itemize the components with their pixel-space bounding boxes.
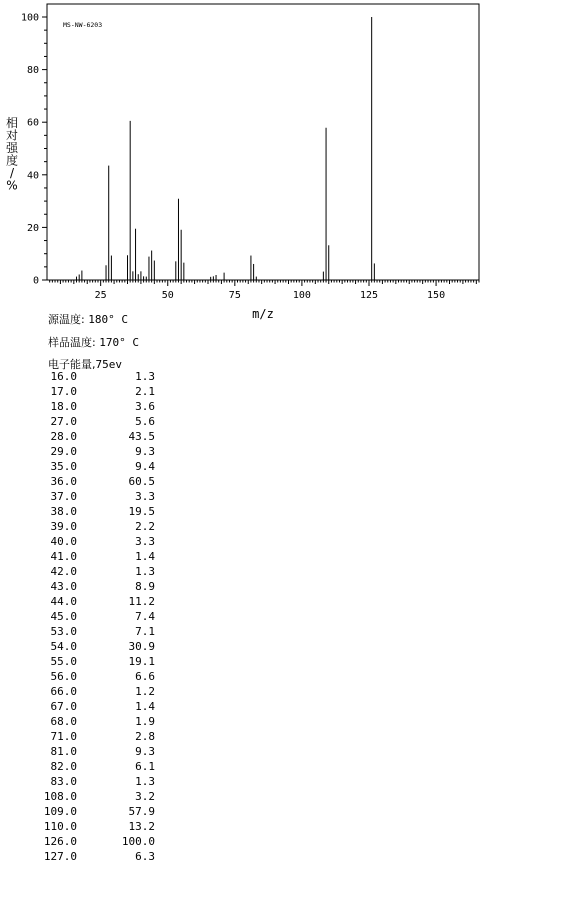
x-tick-label: 75 (228, 290, 241, 301)
table-row (37, 729, 155, 744)
abundance-value: 60.5 (128, 475, 155, 488)
table-row (37, 369, 155, 384)
abundance-value: 9.4 (135, 460, 155, 473)
y-tick-label: 20 (26, 222, 39, 234)
abundance-value: 8.9 (135, 580, 155, 593)
mz-value: 109.0 (43, 805, 77, 818)
mz-value: 37.0 (50, 490, 77, 503)
y-axis-label-char: 对 (5, 128, 19, 143)
mz-value: 41.0 (50, 550, 77, 563)
table-row (37, 789, 155, 804)
table-row (37, 654, 155, 669)
y-axis (21, 13, 47, 287)
mz-value: 18.0 (50, 400, 77, 413)
mz-value: 82.0 (50, 760, 77, 773)
table-row (37, 519, 155, 534)
mz-value: 66.0 (50, 685, 77, 698)
abundance-value: 6.6 (135, 670, 155, 683)
table-row (37, 459, 155, 474)
electron-energy-label: 电子能量, (48, 358, 96, 371)
mz-value: 36.0 (50, 475, 77, 488)
abundance-value: 3.6 (135, 400, 155, 413)
x-tick-label: 25 (94, 290, 107, 301)
y-axis-label-char: 相 (5, 116, 19, 130)
mz-value: 56.0 (50, 670, 77, 683)
mz-value: 38.0 (50, 505, 77, 518)
source-temperature-label: 源温度: (48, 313, 85, 326)
mz-value: 42.0 (50, 565, 77, 578)
sample-temperature-value: 170° C (99, 336, 139, 349)
abundance-value: 7.4 (135, 610, 155, 623)
mz-value: 67.0 (50, 700, 77, 713)
abundance-value: 11.2 (128, 595, 155, 608)
table-row (37, 579, 155, 594)
table-row (37, 609, 155, 624)
abundance-value: 1.3 (135, 565, 155, 578)
peak-table (37, 369, 155, 864)
table-row (37, 504, 155, 519)
abundance-value: 13.2 (128, 820, 155, 833)
mz-value: 17.0 (50, 385, 77, 398)
mz-value: 29.0 (50, 445, 77, 458)
abundance-value: 6.3 (135, 850, 155, 863)
table-row (37, 534, 155, 549)
abundance-value: 1.4 (135, 550, 155, 563)
mz-value: 40.0 (50, 535, 77, 548)
mz-value: 68.0 (50, 715, 77, 728)
mz-value: 81.0 (50, 745, 77, 758)
table-row (37, 714, 155, 729)
table-row (37, 849, 155, 864)
table-row (37, 489, 155, 504)
y-tick-label: 0 (32, 275, 39, 287)
mz-value: 83.0 (50, 775, 77, 788)
mz-value: 45.0 (50, 610, 77, 623)
abundance-value: 1.4 (135, 700, 155, 713)
y-tick-label: 100 (20, 12, 39, 24)
source-temperature (48, 311, 128, 327)
table-row (37, 834, 155, 849)
peak-bars (77, 17, 375, 280)
abundance-value: 7.1 (135, 625, 155, 638)
abundance-value: 2.2 (135, 520, 155, 533)
plot-frame (47, 4, 479, 280)
mz-value: 27.0 (50, 415, 77, 428)
mz-value: 44.0 (50, 595, 77, 608)
spectrum-tag: MS-NW-6203 (63, 21, 103, 29)
abundance-value: 3.2 (135, 790, 155, 803)
y-tick-label: 40 (26, 170, 39, 182)
mz-value: 54.0 (50, 640, 77, 653)
mz-value: 39.0 (50, 520, 77, 533)
table-row (37, 594, 155, 609)
y-axis-label-char: 度 (5, 153, 19, 168)
y-tick-label: 80 (26, 65, 39, 77)
y-axis-label-char: 强 (5, 141, 19, 155)
mz-value: 43.0 (50, 580, 77, 593)
abundance-value: 30.9 (128, 640, 155, 653)
abundance-value: 19.5 (128, 505, 155, 518)
y-axis-label (6, 115, 19, 193)
table-row (37, 639, 155, 654)
abundance-value: 2.8 (135, 730, 155, 743)
abundance-value: 43.5 (128, 430, 155, 443)
mz-value: 110.0 (43, 820, 77, 833)
x-tick-label: 150 (427, 290, 446, 301)
table-row (37, 549, 155, 564)
abundance-value: 57.9 (128, 805, 155, 818)
abundance-value: 3.3 (135, 535, 155, 548)
x-axis-label: m/z (252, 307, 274, 321)
mz-value: 55.0 (50, 655, 77, 668)
mz-value: 127.0 (43, 850, 77, 863)
abundance-value: 1.9 (135, 715, 155, 728)
abundance-value: 1.3 (135, 370, 155, 383)
x-axis (50, 280, 479, 301)
abundance-value: 19.1 (128, 655, 155, 668)
abundance-value: 1.3 (135, 775, 155, 788)
table-row (37, 684, 155, 699)
table-row (37, 474, 155, 489)
table-row (37, 444, 155, 459)
mz-value: 108.0 (43, 790, 77, 803)
table-row (37, 564, 155, 579)
electron-energy-value: 75ev (95, 358, 122, 371)
table-row (37, 819, 155, 834)
source-temperature-value: 180° C (88, 313, 128, 326)
table-row (37, 624, 155, 639)
mz-value: 71.0 (50, 730, 77, 743)
table-row (37, 699, 155, 714)
abundance-value: 9.3 (135, 745, 155, 758)
abundance-value: 6.1 (135, 760, 155, 773)
abundance-value: 100.0 (121, 835, 155, 848)
table-row (37, 414, 155, 429)
mz-value: 53.0 (50, 625, 77, 638)
y-axis-label-char: % (6, 178, 18, 193)
sample-temperature-label: 样品温度: (48, 336, 96, 349)
table-row (37, 774, 155, 789)
x-tick-label: 100 (292, 290, 311, 301)
mz-value: 35.0 (50, 460, 77, 473)
abundance-value: 3.3 (135, 490, 155, 503)
table-row (37, 399, 155, 414)
table-row (37, 804, 155, 819)
table-row (37, 669, 155, 684)
y-axis-label-char: / (9, 166, 15, 180)
mz-value: 28.0 (50, 430, 77, 443)
mz-value: 126.0 (43, 835, 77, 848)
mass-spectrum-chart (0, 0, 570, 330)
y-tick-label: 60 (26, 117, 39, 129)
abundance-value: 1.2 (135, 685, 155, 698)
abundance-value: 9.3 (135, 445, 155, 458)
x-tick-label: 50 (161, 290, 174, 301)
table-row (37, 429, 155, 444)
sample-temperature (48, 334, 139, 350)
abundance-value: 2.1 (135, 385, 155, 398)
x-tick-label: 125 (359, 290, 379, 301)
table-row (37, 384, 155, 399)
table-row (37, 759, 155, 774)
abundance-value: 5.6 (135, 415, 155, 428)
mz-value: 16.0 (50, 370, 77, 383)
table-row (37, 744, 155, 759)
